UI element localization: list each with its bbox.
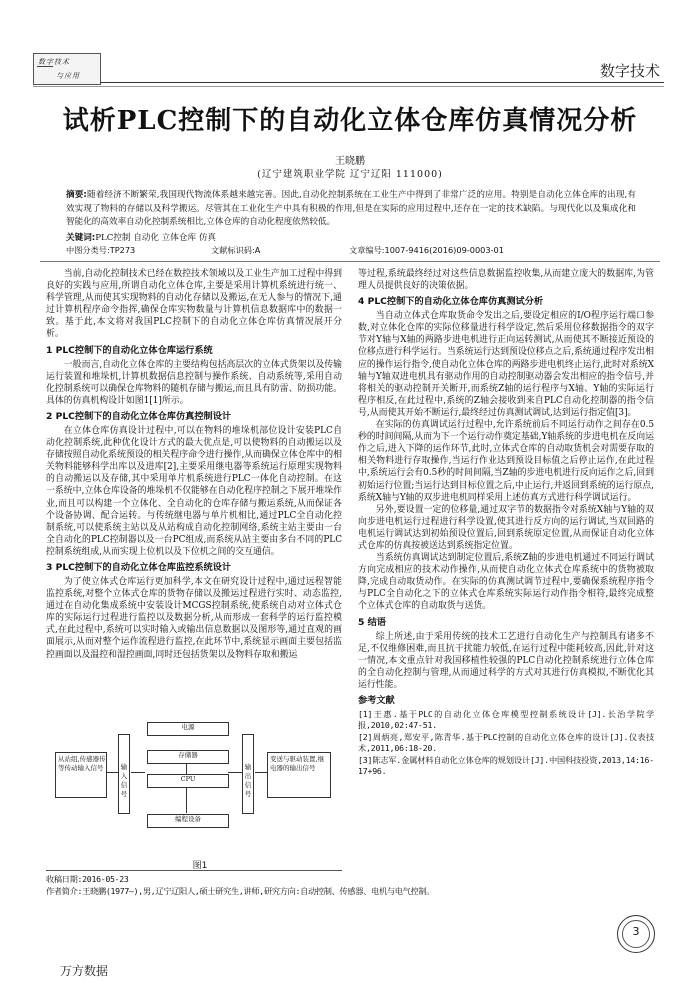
section-4-heading: 4 PLC控制下的自动化立体仓库仿真测试分析: [358, 296, 544, 308]
fig-arrow: [255, 772, 267, 773]
abstract-text: 随着经济不断繁荣,我国现代物流体系越来越完善。因此,自动化控制系统在工业生产中得到了非常广泛的应用。特别是自动化立体仓库的出现,有效实现了物料的存储以及科学搬运。尽管其在工业化生产中具有积极的作用,但是在实际的应用过程中,还存在一定的技术缺陷。与现代化以及集成化和智能化的高效率自动化控制系统相比,立体仓库的自动化程度依然较低。: [66, 190, 636, 227]
section-1-text: 一般而言,自动化立体仓库的主要结构包括高层次的立体式货架以及传输运行装置和堆垛机,计算机数据信息控制与操作系统、自动系统等,采用自动化控制系统可以确保仓库物料的随机存储与搬运,而且具有防雷、防损功能。具体的仿真机构设计如图1[1]所示。: [46, 359, 342, 406]
metadata-rule: [40, 261, 660, 262]
fig-box-memory: 存储器: [147, 750, 229, 764]
header-rule: [100, 82, 664, 83]
logo-mark: [37, 66, 53, 67]
section-4-paragraph-3: 另外,要设置一定的位移量,通过双字节的数据指令对系统X轴与Y轴的双向步进电机运行过程进行科学设置,使其进行反方向的运行调试,当双回路的电机运行调试达到初始预设位置后,回到系统原定位置,从而保证自动化立体式仓库的仿真按被送达到系统指定位置。: [358, 504, 654, 551]
fig-box-power: 电源: [147, 722, 229, 736]
section-3-text: 为了使立体式仓库运行更加科学,本文在研究设计过程中,通过远程智能监控系统,对整个立体式仓库的货物存储以及搬运过程进行实时、动态监控,通过在自动化集成系统中安装设计MCGS控制系统,使系统自动对立体式仓库的实际运行过程进行监控以及数据分析,从而形成一套科学的运行监控模式,在此过程中,系统可以实时输入或输出信息数据以及图形等,通过直观的画面展示,从而对整个运作流程进行监控,在此环节中,系统显示画面主要包括监控画面以及温控和湿控画面,同时还包括货架以及物料存取和搬运: [46, 576, 342, 660]
references-list: [358, 709, 654, 777]
footnote-rule: [46, 870, 342, 871]
fig-arrow: [186, 787, 187, 813]
affiliation: (辽宁建筑职业学院 辽宁辽阳 111000): [257, 169, 443, 180]
section-4-paragraph-2: 在实际的仿真调试运行过程中,允许系统前后不同运行动作之间存在0.5秒的时间间隔,从而为下一个运行动作奠定基础,Y轴系统的步进电机在反向运作之后,进入下降的运作环节,此时,立体式仓库的自动取货机会对需要存取的相关物料进行存取操作,当运行作业达到预设目标值之后停止运作,在此过程中,系统运行会有0.5秒的时间间隔,当Z轴的步进电机进行反向运作之后,回到初始运行位置;当运行达到目标位置之后,中止运行,并返回到系统的运行原点,系统X轴与Y轴的双步进电机同样采用上述仿真方式进行科学调试运行。: [358, 420, 654, 503]
fig-box-programming-device: 编程设备: [147, 814, 229, 828]
fig-box-output-signal: 输出信号: [242, 734, 254, 814]
left-column: [46, 268, 342, 661]
footnotes: [46, 873, 666, 897]
section-5-text: 综上所述,由于采用传统的技术工艺进行自动化生产与控制具有诸多不足,不仅维修困难,而且抗干扰能力较低,在运行过程中能耗较高,因此,针对这一情况,本文重点针对我国移植性较强的PLC自动化控制系统进行立体仓库的全自动化控制与管理,从而通过科学的方式对其进行仿真模拟,不断优化其运行性能。: [358, 631, 654, 690]
section-5-heading: 5 结语: [358, 616, 386, 628]
section-2-text: 在立体仓库仿真设计过程中,可以在物料的堆垛机部位设计安装PLC自动化控制系统,此种优化设计方式的最大优点是,可以使物料的自动搬运以及存储按照自动化系统预设的相关程序命令进行操作,从而确保立体仓库中的相关物料能够科学出库以及进库[2],主要采用继电器等系统运行原理实现物料的自动搬运以及存储,其中采用单片机系统进行PLC一体化自动控制。在这一系统中,立体仓库设备的堆垛机不仅能够在自动化程序控制之下展开堆垛作业,而且可以构建一个立体化、全自动化的仓库存储与搬运系统,从而保证各个设备协调、配合运转。与传统继电器与单片机相比,通过PLC全自动化控制系统,可以使系统主站以及从站构成自动化控制网络,系统主站主要由一台全自动化的PLC控制器以及一台PC组成,而系统从站主要由多台不同的PLC控制系统组成,从而实现上位机以及下位机之间的交互通信。: [46, 425, 342, 557]
figure-1-diagram: [55, 720, 345, 855]
author-bio: 作者简介:王晓鹏(1977—),男,辽宁辽阳人,硕士研究生,讲师,研究方向:自动控制、传感器、电机与电气控制。: [46, 886, 435, 896]
section-3-heading: 3 PLC控制下的自动化立体仓库监控系统设计: [46, 561, 232, 573]
section-4-paragraph-1: 当自动立体式仓库取货命令发出之后,要设定相应的I/O程序运行端口参数,对立体化仓库的实际位移量进行科学设定,然后采用位移数据指令的双字节对Y轴与X轴的两路步进电机进行正向运转测试,从而使其不断接近预设的位移点进行科学运行。当系统运行达到预设位移点之后,系统通过程序发出相应的操作运行指令,使自动化立体仓库的两路步进电机终止运行,此时对系统X轴与Y轴双进电机具有驱动作用的自动控制驱动器会发出相应的指令信号,并将相关的驱动控制开关断开,而系统Z轴的运行程序与X轴、Y轴的实际运行程序相反,在此过程中,系统的Z轴会接收到来自PLC自动化控制器的指令信号,从而使其开始不断运行,最终经过仿真测试调试,达到运行指定值[3]。: [358, 311, 654, 418]
paper-title: 试析PLC控制下的自动化立体仓库仿真情况分析: [62, 106, 638, 136]
keywords-text: PLC控制 自动化 立体仓库 仿真: [95, 233, 217, 243]
figure-caption: 图1: [192, 861, 208, 871]
references-heading: 参考文献: [358, 695, 395, 706]
keywords: [66, 231, 636, 243]
reference-item: [2]周炳亮,郑安平,陈青华.基于PLC控制的自动化立体仓库的设计[J].仪表技术,2011,06:18-20.: [358, 731, 654, 754]
section-label: 数字技术: [599, 62, 660, 80]
right-column: [358, 268, 654, 777]
section-1-heading: 1 PLC控制下的自动化立体仓库运行系统: [46, 344, 213, 356]
clc-number: 中图分类号:TP273: [66, 245, 136, 255]
reference-item: [3]陈志军.金属材料自动化立体仓库的规划设计[J].中国科技投资,2013,14:16-17+96.: [358, 754, 654, 777]
section-4-paragraph-4: 当系统仿真调试达到制定位置后,系统Z轴的步进电机通过不同运行调试方向完成相应的技术动作操作,从而使自动化立体式仓库系统中的货物被取降,完成自动取货动作。在实际的仿真测试调节过程中,要确保系统程序指令与PLC全自动化之下的立体式仓库系统实际运行动作指令相符,最终完成整个立体式仓库的自动取货与送货。: [358, 553, 654, 612]
abstract: [66, 189, 636, 230]
fig-arrow: [228, 772, 242, 773]
fig-box-cpu: CPU: [147, 774, 229, 788]
fig-arrow: [131, 772, 145, 773]
fig-arrow: [186, 763, 187, 774]
received-date: 收稿日期:2016-05-23: [46, 874, 129, 884]
intro-paragraph: 当前,自动化控制技术已经在数控技术领域以及工业生产加工过程中得到良好的实践与应用,所谓自动化立体仓库,主要是采用计算机系统进行统一、科学管理,从而使其实现物料的自动化存储以及搬运,在无人参与的情况下,通过计算机程序命令指挥,确保仓库实物数量与计算机信息数据库中的数据一致。基于此,本文将对我国PLC控制下的自动化立体仓库仿真情况展开分析。: [46, 269, 342, 340]
logo-line1: 数字技术: [38, 58, 70, 66]
abstract-label: 摘要:: [66, 190, 87, 200]
fig-arrow: [106, 772, 118, 773]
keywords-label: 关键词:: [66, 233, 96, 243]
reference-item: [1]王惠.基于PLC的自动化立体仓库模型控制系统设计[J].长治学院学报,2010,02:47-51.: [358, 709, 654, 731]
fig-box-input-signal: 输入信号: [118, 734, 130, 814]
fig-box-output-devices: 变送与驱动装置,继电器的输出信号: [267, 752, 331, 798]
fig-box-input-devices: 从站组,传感器传等传动输入信号: [55, 752, 107, 798]
article-number: 文章编号:1007-9416(2016)09-0003-01: [349, 245, 504, 255]
page-number: 3: [632, 925, 640, 938]
author: 王晓鹏: [335, 156, 365, 167]
document-code: 文献标识码:A: [211, 245, 261, 255]
section-3-continued: 等过程,系统最终经过对这些信息数据监控收集,从而建立庞大的数据库,为管理人员提供良好的决策依据。: [358, 269, 654, 292]
watermark: 万方数据: [60, 964, 109, 978]
journal-logo: [33, 53, 101, 85]
logo-line2: 与应用: [56, 72, 80, 80]
section-2-heading: 2 PLC控制下的自动化立体仓库仿真控制设计: [46, 410, 232, 422]
header-rule-thin: [33, 86, 664, 87]
